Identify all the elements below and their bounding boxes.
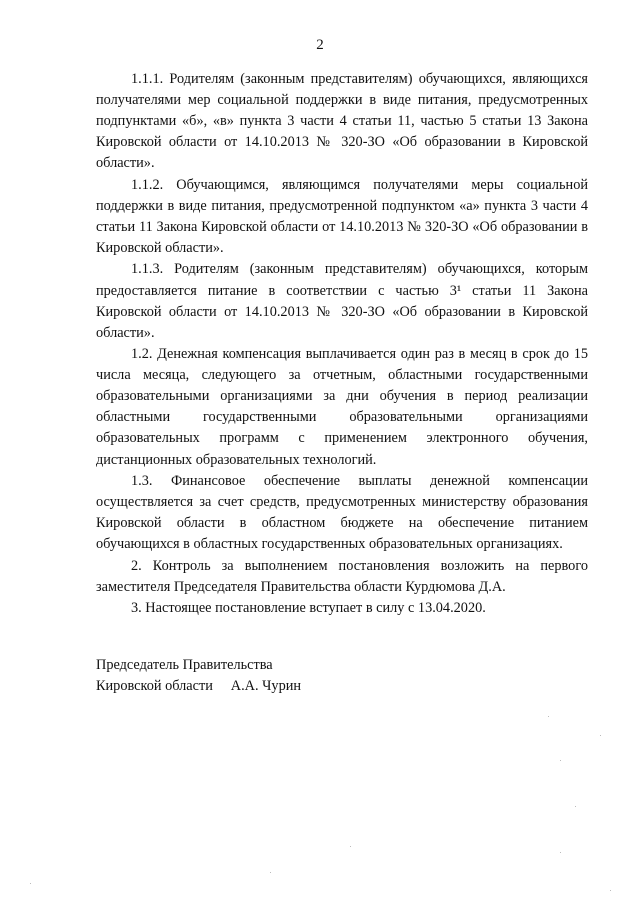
signature-name: Кировской области А.А. Чурин bbox=[96, 678, 302, 694]
scan-speck bbox=[270, 872, 271, 873]
paragraph-1-2: 1.2. Денежная компенсация выплачивается один раз в месяц в срок до 15 числа месяца, следующего за отчетным, областными государственными образовательными организациями за дни обучения в период реализации областными государственными образовательными организациями образовательных программ с применением электронного обучения, дистанционных образовательных технологий. bbox=[96, 346, 588, 468]
scan-speck bbox=[560, 760, 561, 761]
scan-speck bbox=[350, 846, 351, 847]
document-body bbox=[96, 69, 588, 619]
scan-speck bbox=[600, 735, 601, 736]
signature-title: Председатель Правительства bbox=[96, 657, 273, 673]
paragraph-1-1-3: 1.1.3. Родителям (законным представителям) обучающихся, которым предоставляется питание в соответствии с частью 3¹ статьи 11 Закона Кировской области от 14.10.2013 № 320-ЗО «Об образовании в Кировской области». bbox=[96, 261, 588, 341]
paragraph-1-1-1: 1.1.1. Родителям (законным представителям) обучающихся, являющихся получателями мер социальной поддержки в виде питания, предусмотренных подпунктами «б», «в» пункта 3 части 4 статьи 11, частью 5 статьи 13 Закона Кировской области от 14.10.2013 № 320-ЗО «Об образовании в Кировской области». bbox=[96, 71, 588, 172]
scan-speck bbox=[610, 890, 611, 891]
paragraph-1-3: 1.3. Финансовое обеспечение выплаты денежной компенсации осуществляется за счет средств, предусмотренных министерству образования Кировской области в областном бюджете на обеспечение питанием обучающихся в областных государственных образовательных организациях. bbox=[96, 472, 588, 553]
paragraph-1-1-2: 1.1.2. Обучающимся, являющимся получателями меры социальной поддержки в виде питания, предусмотренной подпунктом «а» пункта 3 части 4 статьи 11 Закона Кировской области от 14.10.2013 № 320-ЗО «Об образовании в Кировской области». bbox=[96, 176, 588, 257]
scan-speck bbox=[30, 883, 31, 884]
scan-speck bbox=[560, 852, 561, 853]
paragraph-2: 2. Контроль за выполнением постановления возложить на первого заместителя Председателя Правительства области Курдюмова Д.А. bbox=[96, 557, 588, 595]
signature-block bbox=[96, 655, 301, 697]
page-number: 2 bbox=[316, 37, 324, 53]
paragraph-3: 3. Настоящее постановление вступает в силу с 13.04.2020. bbox=[131, 600, 486, 617]
scan-speck bbox=[575, 806, 576, 807]
scan-speck bbox=[548, 716, 549, 717]
